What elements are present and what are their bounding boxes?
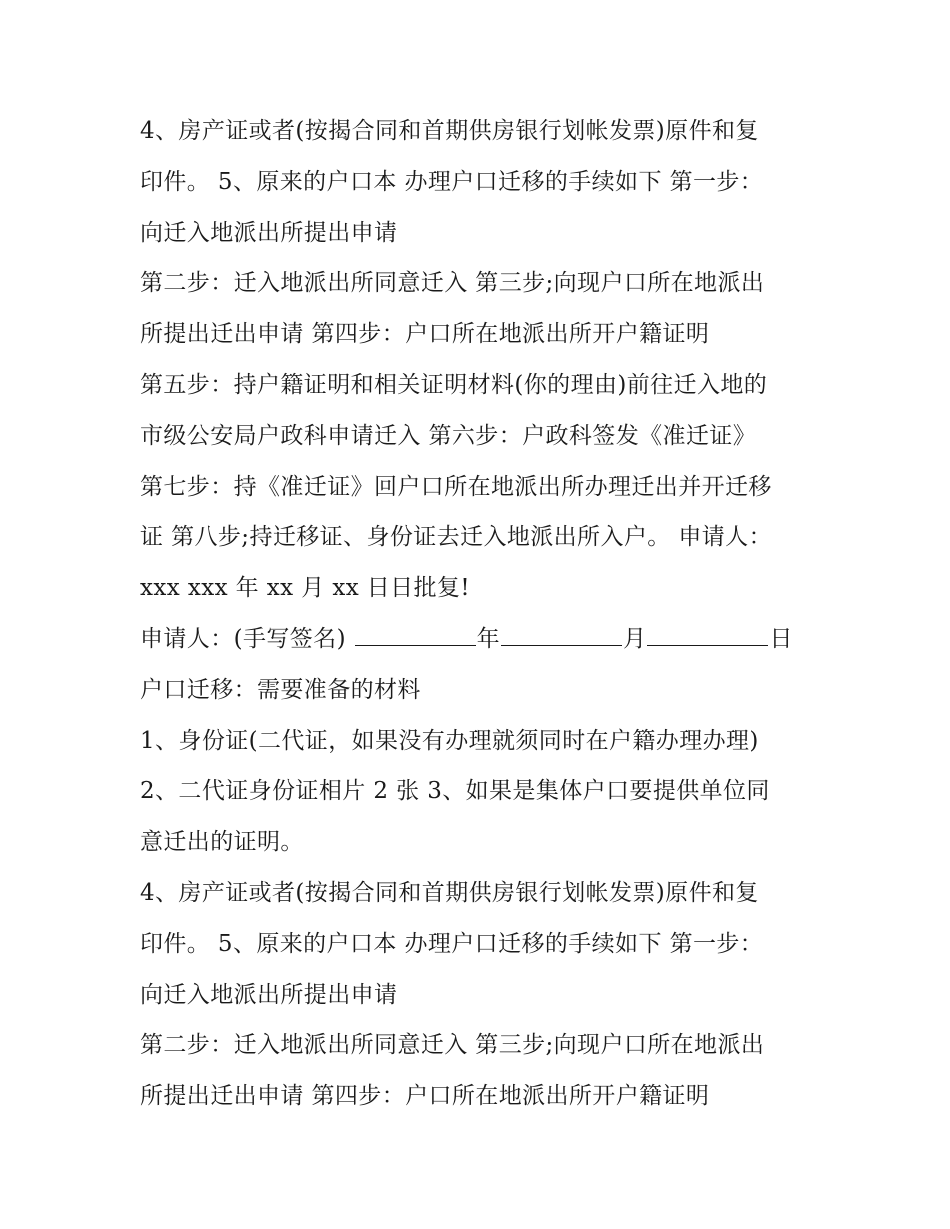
text-line: 第五步：持户籍证明和相关证明材料(你的理由)前往迁入地的 (140, 371, 768, 398)
text-line: 市级公安局户政科申请迁入 第六步：户政科签发《准迁证》 (140, 422, 757, 449)
text-line: 所提出迁出申请 第四步：户口所在地派出所开户籍证明 (140, 1083, 710, 1110)
year-blank (501, 621, 622, 646)
text-line: 第二步：迁入地派出所同意迁入 第三步;向现户口所在地派出 (140, 1032, 765, 1059)
text-line: 4、房产证或者(按揭合同和首期供房银行划帐发票)原件和复 (140, 118, 759, 144)
signature-line (140, 614, 830, 665)
text-line: 第二步：迁入地派出所同意迁入 第三步;向现户口所在地派出 (140, 270, 765, 297)
text-line: 印件。 5、原来的户口本 办理户口迁移的手续如下 第一步： (140, 168, 764, 195)
text-line: 1、身份证(二代证，如果没有办理就须同时在户籍办理办理) (140, 727, 759, 754)
text-line: 证 第八步;持迁移证、身份证去迁入地派出所入户。 申请人： (140, 524, 772, 551)
text-line: 向迁入地派出所提出申请 (140, 981, 398, 1008)
text-line: 第七步：持《准迁证》回户口所在地派出所办理迁出并开迁移 (140, 473, 772, 500)
month-label: 月 (623, 625, 647, 652)
text-line: 4、房产证或者(按揭合同和首期供房银行划帐发票)原件和复 (140, 879, 759, 906)
text-line: 所提出迁出申请 第四步：户口所在地派出所开户籍证明 (140, 321, 710, 348)
year-label: 年 (476, 625, 501, 652)
month-blank (647, 621, 768, 646)
document-body (140, 106, 830, 1122)
text-line: 印件。 5、原来的户口本 办理户口迁移的手续如下 第一步： (140, 930, 764, 957)
text-line: 2、二代证身份证相片 2 张 3、如果是集体户口要提供单位同 (140, 778, 770, 805)
text-line: 向迁入地派出所提出申请 (140, 219, 398, 246)
day-label: 日 (769, 625, 793, 652)
text-line: 意迁出的证明。 (140, 829, 304, 856)
text-line: 户口迁移：需要准备的材料 (140, 676, 421, 703)
signature-label: 申请人：(手写签名) (140, 625, 346, 652)
signature-blank (355, 621, 476, 646)
text-line: xxx xxx 年 xx 月 xx 日日批复! (140, 575, 471, 602)
